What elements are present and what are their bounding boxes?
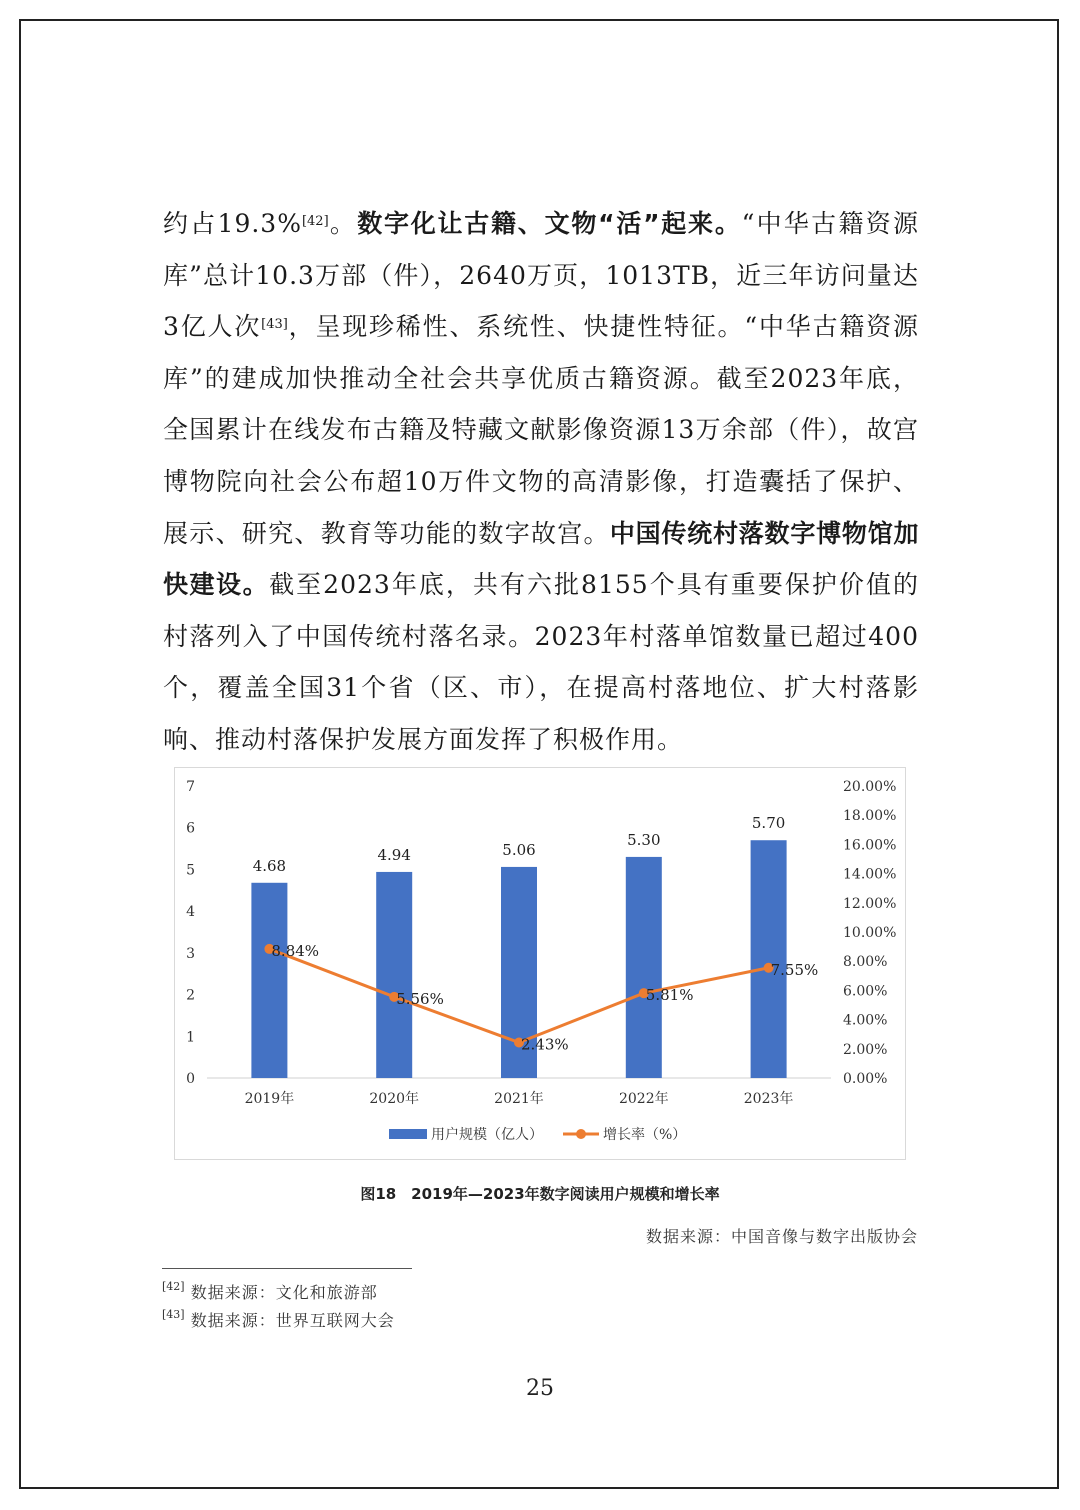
y-right-tick-label: 18.00% — [843, 808, 897, 825]
x-tick-label: 2020年 — [369, 1091, 420, 1107]
paragraph — [163, 198, 919, 766]
chart — [174, 767, 906, 1160]
bold-heading-village-museum: 中国传统村落数字博物馆加快建设。 — [163, 518, 919, 600]
y-right-tick-label: 12.00% — [843, 895, 897, 912]
footnote-marker: [43] — [162, 1308, 185, 1321]
bar — [376, 872, 412, 1078]
line-data-label: 8.84% — [271, 941, 320, 960]
page-number: 25 — [526, 1376, 554, 1401]
y-left-tick-label: 3 — [186, 945, 195, 962]
bar-data-label: 5.70 — [751, 814, 786, 833]
x-tick-label: 2022年 — [618, 1091, 669, 1107]
x-tick-label: 2021年 — [494, 1091, 544, 1107]
bar-data-label: 5.06 — [502, 840, 536, 859]
bar-data-label: 4.68 — [252, 856, 287, 875]
x-tick-label: 2023年 — [743, 1091, 794, 1107]
x-tick-label: 2019年 — [244, 1091, 295, 1107]
bold-heading-digital-heritage: 数字化让古籍、文物“活”起来。 — [357, 209, 742, 238]
footnote-42 — [162, 1280, 378, 1303]
footnote-marker: [42] — [162, 1280, 185, 1293]
y-left-tick-label: 2 — [186, 987, 195, 1004]
legend-swatch-marker — [576, 1129, 586, 1139]
y-left-tick-label: 7 — [186, 779, 195, 795]
text-run: ，呈现珍稀性、系统性、快捷性特征。“中华古籍资源库”的建成加快推动全社会共享优质古籍资源。截至2023年底，全国累计在线发布古籍及特藏文献影像资源13万余部（件），故宫博物院向社会公布超10万件文物的高清影像，打造囊括了保护、展示、研究、教育等功能的数字故宫。 — [163, 312, 919, 548]
footnote-text: 数据来源：文化和旅游部 — [190, 1283, 378, 1302]
y-left-tick-label: 4 — [186, 904, 195, 921]
footnote-text: 数据来源：世界互联网大会 — [190, 1311, 395, 1330]
line-data-label: 7.55% — [770, 960, 819, 979]
body-text — [163, 198, 919, 766]
legend-label: 增长率（%） — [603, 1127, 687, 1143]
y-right-tick-label: 8.00% — [843, 954, 888, 971]
footnote-43 — [162, 1308, 395, 1331]
footnote-ref-43: [43] — [261, 317, 288, 333]
y-left-tick-label: 5 — [186, 862, 195, 879]
text-run: 约占19.3% — [163, 209, 302, 238]
y-right-tick-label: 10.00% — [843, 925, 897, 941]
y-right-tick-label: 20.00% — [843, 779, 897, 795]
line-data-label: 2.43% — [521, 1035, 569, 1054]
data-source: 数据来源：中国音像与数字出版协会 — [645, 1227, 918, 1246]
y-right-tick-label: 0.00% — [843, 1071, 888, 1087]
y-left-tick-label: 1 — [186, 1029, 195, 1046]
bar — [626, 857, 662, 1078]
figure-caption: 图18 2019年—2023年数字阅读用户规模和增长率 — [360, 1185, 720, 1203]
line-data-label: 5.56% — [396, 989, 444, 1008]
text-run: 。 — [328, 209, 358, 238]
text-run: “中华古籍资源库”总计10.3万部（件），2640万页，1013TB，近三年访问量达3亿人次 — [163, 209, 919, 342]
y-right-tick-label: 16.00% — [843, 837, 897, 854]
y-right-tick-label: 4.00% — [843, 1012, 888, 1029]
bar — [251, 883, 287, 1078]
chart-svg — [175, 768, 907, 1161]
footnote-divider — [162, 1268, 412, 1269]
footnote-ref-42: [42] — [301, 214, 329, 229]
y-left-tick-label: 6 — [186, 820, 195, 837]
y-left-tick-label: 0 — [186, 1071, 195, 1087]
legend-label: 用户规模（亿人） — [431, 1127, 543, 1143]
legend-swatch-bar — [389, 1129, 427, 1139]
text-run: 截至2023年底，共有六批8155个具有重要保护价值的村落列入了中国传统村落名录。2023年村落单馆数量已超过400个，覆盖全国31个省（区、市），在提高村落地位、扩大村落影响、推动村落保护发展方面发挥了积极作用。 — [163, 570, 919, 754]
line-data-label: 5.81% — [645, 986, 694, 1005]
y-right-tick-label: 6.00% — [843, 983, 888, 1000]
y-right-tick-label: 2.00% — [843, 1041, 888, 1058]
bar — [751, 840, 787, 1078]
y-right-tick-label: 14.00% — [843, 866, 897, 883]
bar-data-label: 5.30 — [627, 830, 661, 849]
bar-data-label: 4.94 — [377, 845, 411, 864]
